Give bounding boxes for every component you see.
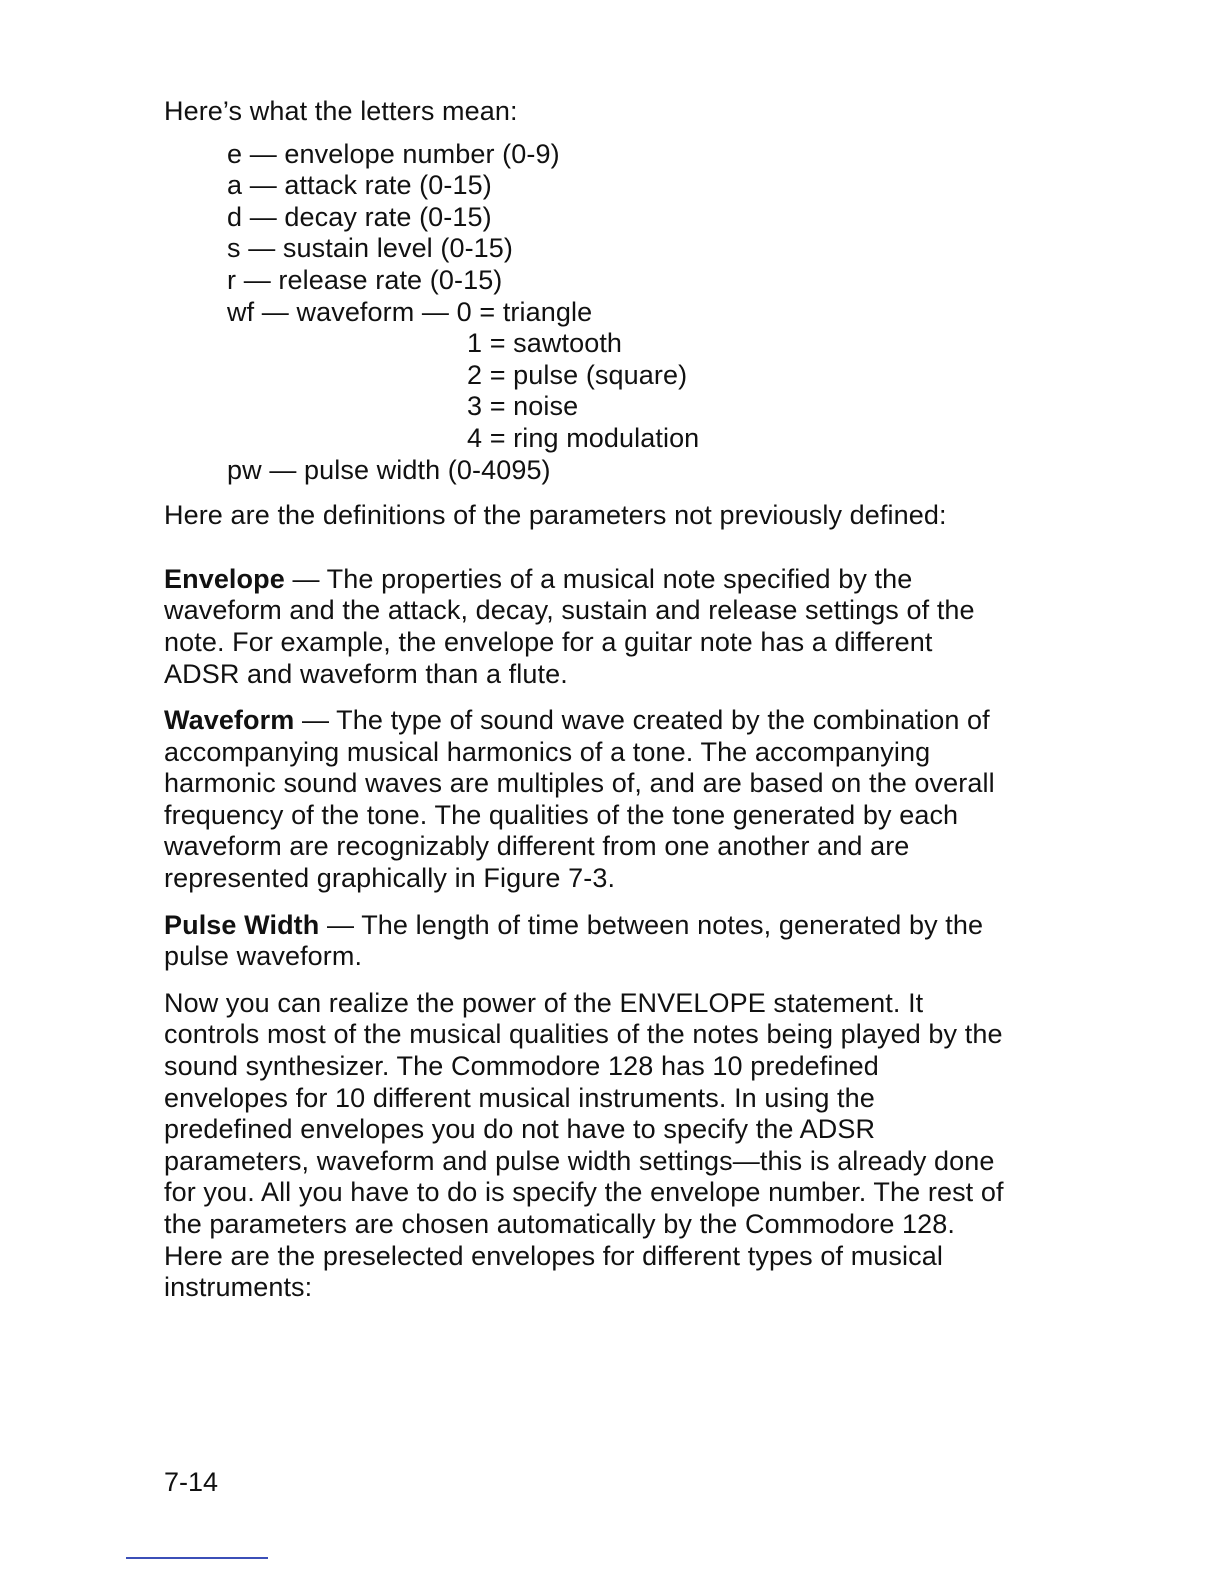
legend-item-r: r — release rate (0-15): [227, 264, 503, 295]
waveform-value-sawtooth: 1 = sawtooth: [467, 328, 623, 359]
definition-envelope: [164, 564, 1004, 690]
definition-term: Waveform: [164, 705, 295, 736]
waveform-value-ring-modulation: 4 = ring modulation: [467, 422, 700, 453]
page-body: [164, 96, 1004, 1304]
legend-item-s: s — sustain level (0-15): [227, 233, 514, 264]
waveform-value-triangle: 0 = triangle: [456, 296, 593, 327]
definition-text: — The length of time between notes, generated by the pulse waveform.: [164, 909, 984, 972]
waveform-value-pulse: 2 = pulse (square): [467, 359, 688, 390]
definitions-intro: Here are the definitions of the parameters not previously defined:: [164, 500, 947, 531]
closing-paragraph: Now you can realize the power of the ENVELOPE statement. It controls most of the musical qualities of the notes being played by the sound synthesizer. The Commodore 128 has 10 predefined envelopes for 10 different musical instruments. In using the predefined envelopes you do not have to specify the ADSR parameters, waveform and pulse width settings—this is already done for you. All you have to do is specify the envelope number. The rest of the parameters are chosen automatically by the Commodore 128. Here are the preselected envelopes for different types of musical instruments:: [164, 987, 1004, 1303]
waveform-values-list: [227, 328, 1004, 454]
footer-rule: [126, 1557, 268, 1559]
legend-item-d: d — decay rate (0-15): [227, 201, 492, 232]
legend-item-e: e — envelope number (0-9): [227, 138, 560, 169]
waveform-value-noise: 3 = noise: [467, 391, 579, 422]
definition-waveform: [164, 705, 1004, 895]
waveform-label: wf — waveform —: [227, 296, 457, 327]
definition-pulse-width: [164, 910, 1004, 973]
definition-term: Pulse Width: [164, 909, 320, 940]
definition-text: — The type of sound wave created by the combination of accompanying musical harmonics of a tone. The accompanying harmonic sound waves are multiples of, and are based on the overall frequency of the tone. The qualities of the tone generated by each waveform are recognizably different from one another and are represented graphically in Figure 7-3.: [164, 705, 995, 894]
parameter-legend: [227, 139, 1004, 487]
legend-item-pw: pw — pulse width (0-4095): [227, 454, 551, 485]
definition-term: Envelope: [164, 563, 285, 594]
definition-text: — The properties of a musical note specified by the waveform and the attack, decay, sustain and release settings of the note. For example, the envelope for a guitar note has a different ADSR and waveform than a flute.: [164, 563, 975, 689]
legend-item-a: a — attack rate (0-15): [227, 170, 492, 201]
page-number: 7-14: [164, 1467, 219, 1497]
legend-item-wf: [227, 297, 1004, 329]
intro-text: Here’s what the letters mean:: [164, 96, 518, 126]
